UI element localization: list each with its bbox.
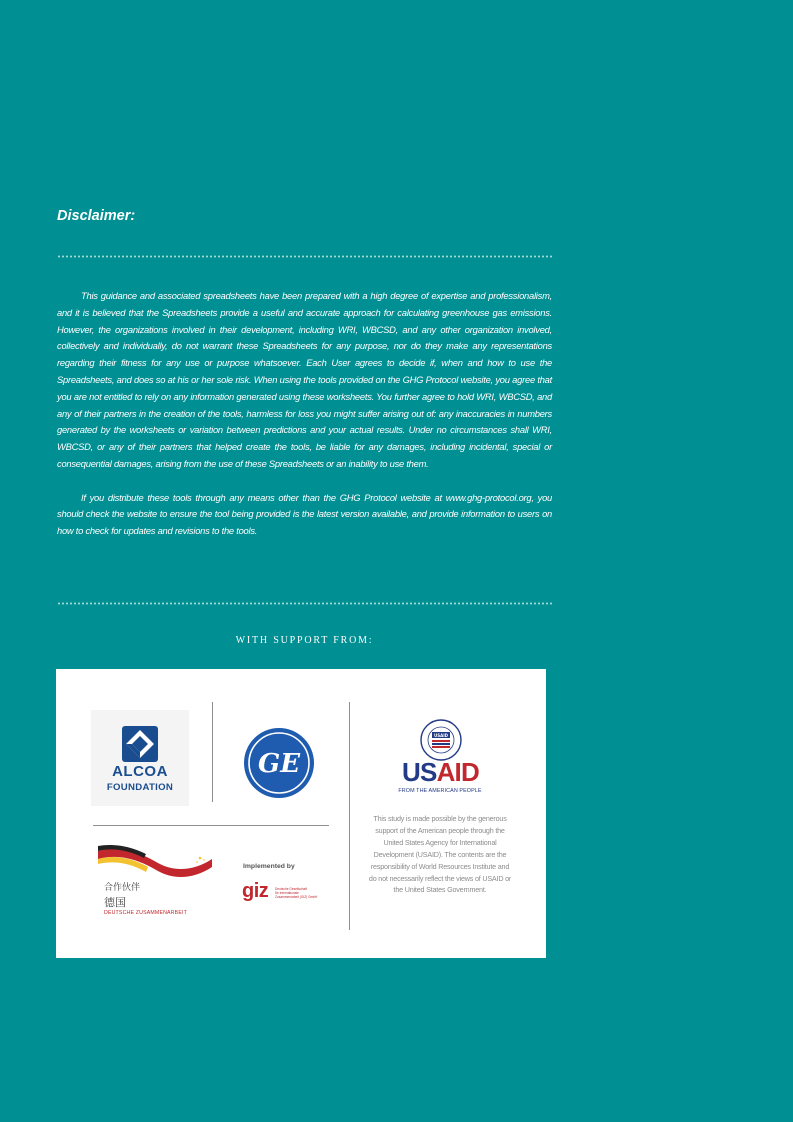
giz-line-2: für Internationale — [275, 891, 299, 895]
alcoa-foundation-logo — [91, 710, 189, 806]
top-dotted-divider — [57, 255, 552, 258]
ge-monogram: GE — [257, 749, 301, 779]
disclaimer-body — [57, 288, 552, 540]
support-label: WITH SUPPORT FROM: — [235, 635, 374, 646]
alcoa-sub: FOUNDATION — [106, 782, 174, 793]
partnership-de-line: DEUTSCHE ZUSAMMENARBEIT — [104, 910, 187, 916]
disclaimer-paragraph-1: This guidance and associated spreadsheets have been prepared with a high degree of expertise and professionalism, and it is believed that the Spreadsheets provide a useful and accurate approach for calculating greenhouse gas emissions. However, the organizations involved in their development, including WRI, WBCSD, and any other organization involved, collectively and individually, do not warrant these Spreadsheets for any purpose, nor do they make any representations regarding their fitness for any use or purpose whatsoever. Each User agrees to decide if, when and how to use the Spreadsheets, and does so at his or her sole risk. When using the tools provided on the GHG Protocol website, you agree that you are not entitled to rely on any information generated using these worksheets. You further agree to hold WRI, WBCSD, and any of their partners in the creation of the tools, harmless for loss you might suffer arising out of: any inaccuracies in numbers generated by the worksheets or variation between predictions and your actual results. Under no circumstances shall WRI, WBCSD, or any of their partners that helped create the tools, be liable for any damages, including incidental, special or consequential damages, arising from the use of these Spreadsheets or an inability to use them. — [57, 290, 552, 469]
logo-divider-horizontal — [93, 825, 329, 826]
logo-divider-2 — [349, 702, 350, 930]
usaid-us: US — [402, 757, 437, 787]
usaid-seal-icon — [420, 719, 462, 761]
disclaimer-paragraph-2: If you distribute these tools through any means other than the GHG Protocol website at www.ghg-protocol.org, you should check the website to ensure the tool being provided is the latest version available, and provide information to users on how to check for updates and revisions to the tools. — [57, 491, 552, 537]
implemented-by-label: Implemented by — [243, 863, 295, 870]
disclaimer-heading: Disclaimer: — [57, 208, 136, 224]
usaid-aid: AID — [436, 757, 479, 787]
partnership-cn-line2: 德国 — [104, 897, 126, 909]
ge-logo — [243, 727, 315, 799]
partnership-cn-line1: 合作伙伴 — [104, 882, 141, 892]
usaid-tagline: FROM THE AMERICAN PEOPLE — [398, 788, 482, 794]
giz-line-3: Zusammenarbeit (GIZ) GmbH — [275, 895, 318, 899]
giz-wordmark: giz — [242, 880, 269, 902]
usaid-seal-badge: USAID — [433, 732, 449, 738]
usaid-wordmark — [394, 757, 487, 787]
usaid-disclaimer-note: This study is made possible by the generous support of the American people through the United States Agency for International Development (USAID). The contents are the responsibility of World Resources Institute and do not necessarily reflect the views of USAID or the United States Government. — [368, 814, 512, 895]
giz-line-1: Deutsche Gesellschaft — [275, 887, 307, 891]
german-partnership-flag-icon — [96, 845, 214, 885]
alcoa-emblem-icon — [122, 726, 158, 762]
sponsor-logos-panel — [56, 669, 546, 958]
logo-divider-1 — [212, 702, 213, 802]
bottom-dotted-divider — [57, 602, 552, 605]
alcoa-name: ALCOA — [112, 763, 168, 780]
